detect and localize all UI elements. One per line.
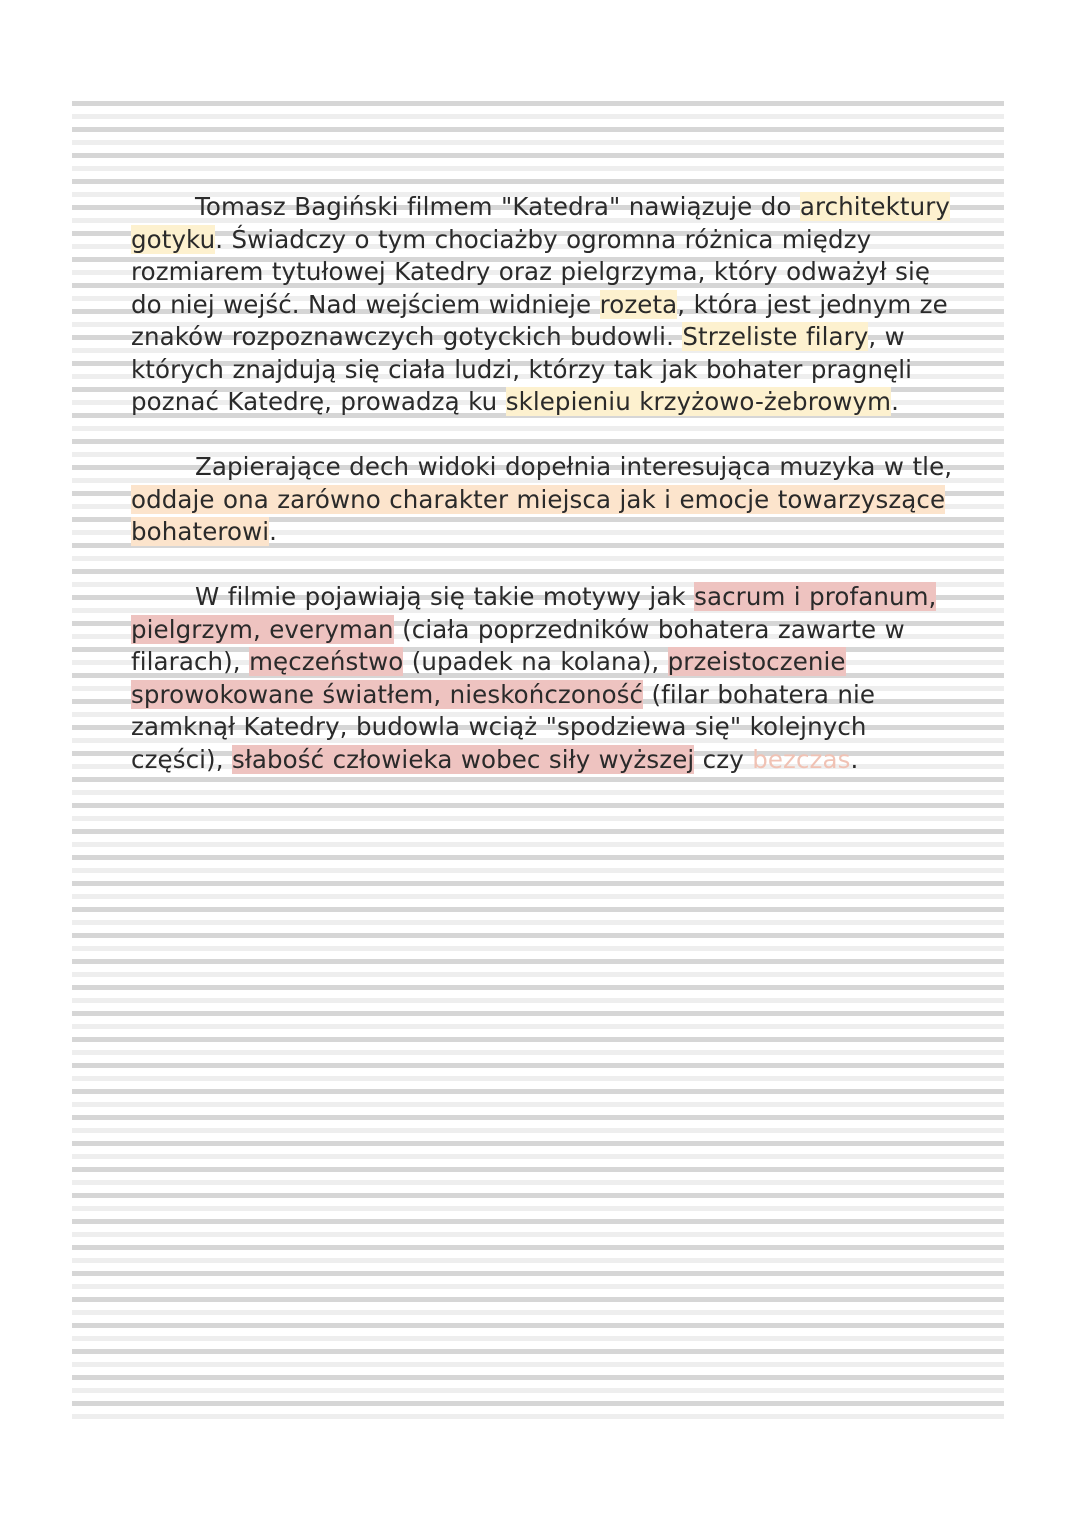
ruled-line: [72, 1154, 1004, 1159]
highlight-human-weakness: słabość człowieka wobec siły wyższej: [231, 744, 695, 774]
text-segment: , która jest jednym ze znaków rozpoznawczych gotyckich budowli.: [131, 289, 948, 351]
text-segment: .: [891, 387, 900, 416]
text-segment: Tomasz Bagiński filmem "Katedra" nawiązuje do: [195, 192, 800, 221]
text-segment: (filar bohatera nie zamknął Katedry, budowla wciąż "spodziewa się" kolejnych części),: [131, 679, 876, 774]
ruled-line: [72, 1401, 1004, 1406]
note-body: [131, 191, 961, 809]
ruled-line: [72, 1362, 1004, 1367]
ruled-line: [72, 166, 1004, 171]
ruled-line: [72, 1102, 1004, 1107]
ruled-line: [72, 1050, 1004, 1055]
ruled-line: [72, 127, 1004, 132]
ruled-line: [72, 1219, 1004, 1224]
text-segment: Zapierające dech widoki dopełnia interesująca muzyka w tle,: [195, 452, 953, 481]
ruled-line: [72, 894, 1004, 899]
ruled-line: [72, 1193, 1004, 1198]
ruled-line: [72, 1323, 1004, 1328]
ruled-line: [72, 842, 1004, 847]
ruled-line: [72, 1128, 1004, 1133]
ruled-line: [72, 1349, 1004, 1354]
ruled-line: [72, 1024, 1004, 1029]
text-segment: . Świadczy o tym chociażby ogromna różnica między rozmiarem tytułowej Katedry oraz pielgrzyma, który odważył się do niej wejść. Nad wejściem widnieje: [131, 224, 931, 319]
highlight-rose-window: rozeta: [599, 289, 678, 319]
ruled-line: [72, 153, 1004, 158]
ruled-line: [72, 881, 1004, 886]
ruled-line: [72, 1206, 1004, 1211]
ruled-line: [72, 998, 1004, 1003]
paragraph-music: [131, 451, 961, 549]
ruled-line: [72, 907, 1004, 912]
ruled-line: [72, 1414, 1004, 1419]
ruled-line: [72, 1167, 1004, 1172]
ruled-line: [72, 1180, 1004, 1185]
ruled-line: [72, 114, 1004, 119]
ruled-line: [72, 946, 1004, 951]
ruled-line: [72, 1063, 1004, 1068]
ruled-line: [72, 816, 1004, 821]
faded-word-bezczas: bezczas: [752, 744, 851, 774]
text-segment: (ciała poprzedników bohatera zawarte w filarach),: [131, 614, 905, 676]
ruled-line: [72, 1271, 1004, 1276]
text-segment: W filmie pojawiają się takie motywy jak: [195, 582, 695, 611]
text-segment: .: [850, 744, 859, 774]
highlight-pillars: Strzeliste filary: [682, 322, 869, 351]
ruled-line: [72, 920, 1004, 925]
ruled-line: [72, 855, 1004, 860]
ruled-line: [72, 972, 1004, 977]
ruled-line: [72, 1310, 1004, 1315]
ruled-line: [72, 959, 1004, 964]
ruled-line: [72, 1037, 1004, 1042]
ruled-line: [72, 1141, 1004, 1146]
highlight-martyrdom: męczeństwo: [249, 647, 404, 676]
ruled-line: [72, 868, 1004, 873]
ruled-line: [72, 1297, 1004, 1302]
ruled-line: [72, 933, 1004, 938]
ruled-line: [72, 1115, 1004, 1120]
ruled-line: [72, 1258, 1004, 1263]
ruled-line: [72, 101, 1004, 106]
ruled-line: [72, 1336, 1004, 1341]
paragraph-motifs: [131, 581, 961, 776]
highlight-rib-vault: sklepieniu krzyżowo-żebrowym: [505, 387, 892, 416]
ruled-line: [72, 1245, 1004, 1250]
text-segment: .: [269, 517, 278, 546]
highlight-music-emotions: oddaje ona zarówno charakter miejsca jak i emocje towarzyszące bohaterowi: [131, 484, 946, 546]
highlight-transfiguration: przeistoczenie sprowokowane światłem, nieskończoność: [131, 647, 846, 709]
ruled-line: [72, 1089, 1004, 1094]
ruled-line: [72, 179, 1004, 184]
text-segment: czy: [694, 744, 753, 774]
ruled-line: [72, 829, 1004, 834]
highlight-sacrum-profanum: sacrum i profanum, pielgrzym, everyman: [131, 582, 937, 644]
ruled-line: [72, 1375, 1004, 1380]
text-segment: (upadek na kolana),: [403, 647, 668, 676]
highlight-gothic-architecture: architektury gotyku: [131, 192, 950, 254]
ruled-line: [72, 1232, 1004, 1237]
ruled-line: [72, 1284, 1004, 1289]
ruled-line: [72, 985, 1004, 990]
ruled-line: [72, 1388, 1004, 1393]
text-segment: , w których znajdują się ciała ludzi, którzy tak jak bohater pragnęli poznać Katedrę, prowadzą ku: [131, 322, 913, 416]
paragraph-architecture: [131, 191, 961, 419]
ruled-line: [72, 140, 1004, 145]
ruled-line: [72, 1011, 1004, 1016]
ruled-line: [72, 1076, 1004, 1081]
